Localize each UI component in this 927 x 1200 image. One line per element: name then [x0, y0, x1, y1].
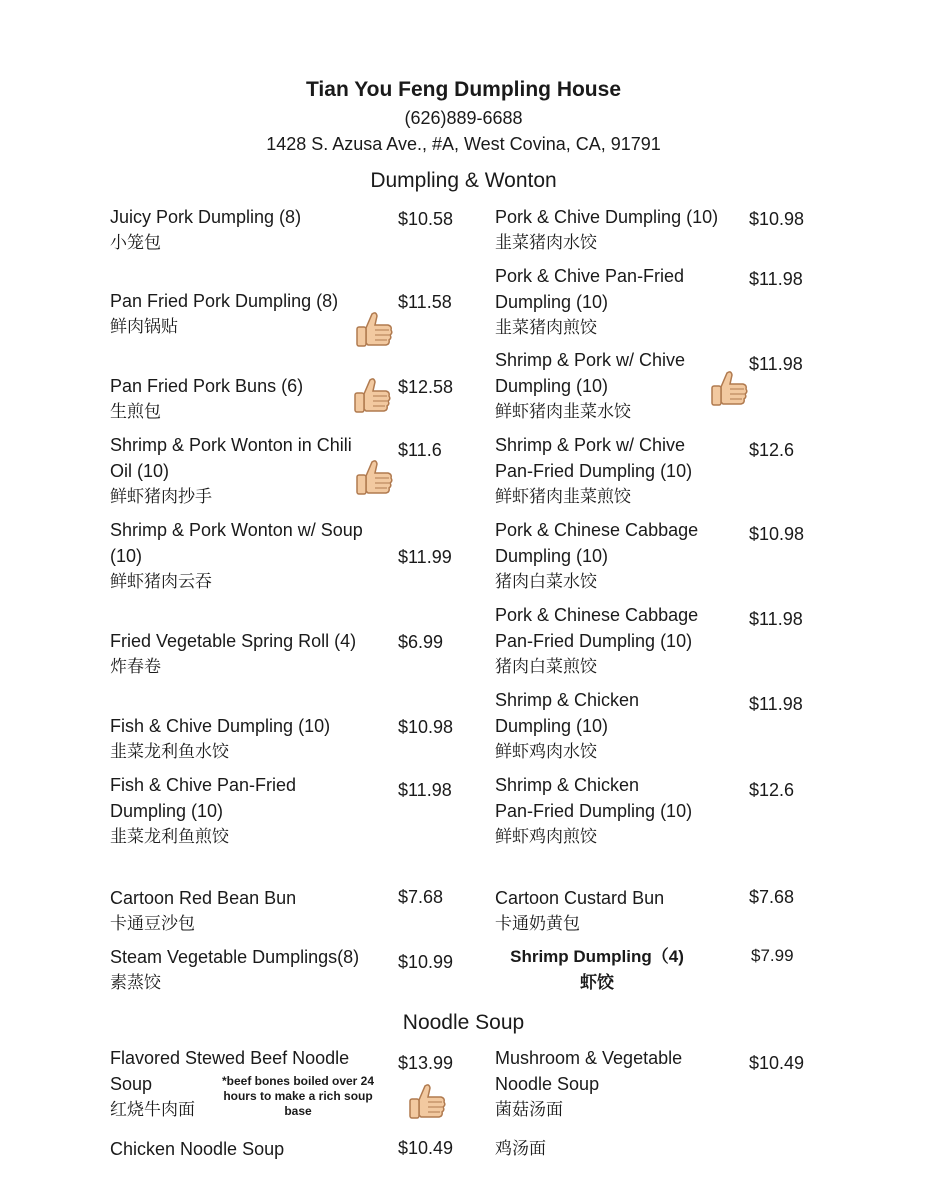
item-name: Flavored Stewed Beef Noodle	[110, 1048, 350, 1068]
item-name: Shrimp & Chicken	[495, 690, 640, 710]
menu-item	[495, 687, 639, 765]
item-name-chinese: 生煎包	[110, 402, 161, 422]
item-name: Dumpling (10)	[495, 376, 609, 396]
thumbs-up-icon	[707, 367, 749, 411]
item-name-chinese: 鲜肉锅贴	[110, 317, 178, 337]
item-name: Chicken Noodle Soup	[110, 1139, 285, 1159]
item-name: Steam Vegetable Dumplings(8)	[110, 947, 360, 967]
item-price: $6.99	[398, 632, 444, 652]
item-name-chinese: 韭菜龙利鱼水饺	[110, 742, 229, 762]
item-name-chinese: 鲜虾猪肉韭菜水饺	[495, 402, 631, 422]
item-name: Dumpling (10)	[495, 546, 609, 566]
item-name: Noodle Soup	[495, 1074, 600, 1094]
menu-item	[110, 1136, 284, 1162]
restaurant-name: Tian You Feng Dumpling House	[305, 78, 621, 101]
item-price: $12.58	[398, 377, 454, 397]
item-name-chinese: 猪肉白菜水饺	[495, 572, 597, 592]
item-name-chinese: 菌菇汤面	[495, 1100, 563, 1120]
menu-item	[495, 885, 664, 937]
item-name: Dumpling (10)	[495, 292, 609, 312]
item-note: *beef bones boiled over 24 hours to make a rich soup base	[221, 1074, 375, 1118]
menu-item	[495, 347, 685, 425]
menu-item	[495, 204, 718, 256]
menu-item	[110, 713, 330, 765]
item-price: $11.98	[749, 354, 803, 374]
menu-item	[497, 944, 697, 996]
item-price: $10.98	[749, 524, 805, 544]
item-name: Fish & Chive Dumpling (10)	[110, 716, 331, 736]
menu-item	[110, 432, 352, 510]
item-name: Pork & Chive Pan-Fried	[495, 266, 685, 286]
item-price: $11.99	[398, 547, 452, 567]
menu-item	[495, 602, 698, 680]
item-price: $11.98	[749, 609, 803, 629]
item-name: Fried Vegetable Spring Roll (4)	[110, 631, 357, 651]
item-name-chinese: 小笼包	[110, 233, 161, 253]
item-name: Shrimp & Pork w/ Chive	[495, 435, 686, 455]
item-price: $11.98	[749, 269, 803, 289]
item-price: $11.6	[398, 440, 442, 460]
thumbs-up-icon	[405, 1080, 447, 1124]
item-name-chinese: 韭菜猪肉水饺	[495, 233, 597, 253]
menu-item	[495, 1136, 546, 1162]
menu-item	[110, 628, 356, 680]
item-name: Pan Fried Pork Dumpling (8)	[110, 291, 339, 311]
item-name: Dumpling (10)	[110, 801, 224, 821]
menu-item	[495, 263, 684, 341]
item-name: Juicy Pork Dumpling (8)	[110, 207, 302, 227]
item-name-chinese: 卡通奶黄包	[495, 914, 580, 934]
item-name: Fish & Chive Pan-Fried	[110, 775, 297, 795]
item-name: Pork & Chinese Cabbage	[495, 605, 699, 625]
section-title-dumpling-wonton: Dumpling & Wonton	[370, 169, 557, 192]
item-price: $13.99	[398, 1053, 454, 1073]
item-name: Pork & Chive Dumpling (10)	[495, 207, 719, 227]
item-name: Shrimp Dumpling（4)	[510, 947, 684, 966]
thumbs-up-icon	[352, 456, 394, 500]
item-name-chinese: 韭菜龙利鱼煎饺	[110, 827, 229, 847]
item-price: $10.49	[398, 1138, 454, 1158]
item-price: $7.99	[751, 946, 794, 965]
item-name-chinese: 鸡汤面	[495, 1139, 546, 1159]
menu-item	[110, 885, 296, 937]
item-name-chinese: 韭菜猪肉煎饺	[495, 318, 597, 338]
item-price: $7.68	[398, 887, 444, 907]
address: 1428 S. Azusa Ave., #A, West Covina, CA, 91791	[266, 134, 661, 154]
item-price: $10.99	[398, 952, 454, 972]
item-name-chinese: 鲜虾猪肉韭菜煎饺	[495, 487, 631, 507]
item-name: Dumpling (10)	[495, 716, 609, 736]
menu-item	[495, 432, 692, 510]
thumbs-up-icon	[352, 308, 394, 352]
menu-item	[110, 204, 301, 256]
menu-item	[110, 517, 363, 595]
item-price: $7.68	[749, 887, 795, 907]
thumbs-up-icon	[350, 374, 392, 418]
item-name-chinese: 红烧牛肉面	[110, 1100, 195, 1120]
item-price: $10.98	[398, 717, 454, 737]
item-name: Pan-Fried Dumpling (10)	[495, 631, 693, 651]
item-name-chinese: 猪肉白菜煎饺	[495, 657, 597, 677]
item-name-chinese: 鲜虾猪肉抄手	[110, 487, 212, 507]
section-title-noodle-soup: Noodle Soup	[402, 1011, 525, 1034]
item-price: $11.98	[749, 694, 803, 714]
item-name: Cartoon Red Bean Bun	[110, 888, 297, 908]
item-price: $10.58	[398, 209, 454, 229]
item-price: $11.58	[398, 292, 452, 312]
menu-item	[110, 373, 303, 425]
phone-number: (626)889-6688	[404, 108, 523, 128]
item-name: (10)	[110, 546, 143, 566]
item-name: Pork & Chinese Cabbage	[495, 520, 699, 540]
item-name: Soup	[110, 1074, 153, 1094]
item-name: Pan Fried Pork Buns (6)	[110, 376, 304, 396]
item-name-chinese: 卡通豆沙包	[110, 914, 195, 934]
item-name-chinese: 鲜虾鸡肉煎饺	[495, 827, 597, 847]
item-name: Oil (10)	[110, 461, 170, 481]
item-price: $11.98	[398, 780, 452, 800]
menu-item	[495, 772, 692, 850]
item-name: Pan-Fried Dumpling (10)	[495, 461, 693, 481]
menu-item	[495, 1045, 682, 1123]
item-name: Pan-Fried Dumpling (10)	[495, 801, 693, 821]
menu-item	[495, 517, 698, 595]
menu-item	[110, 944, 359, 996]
item-price: $10.49	[749, 1053, 805, 1073]
item-name: Mushroom & Vegetable	[495, 1048, 683, 1068]
item-name-chinese: 素蒸饺	[110, 973, 161, 993]
item-name: Shrimp & Pork Wonton w/ Soup	[110, 520, 363, 540]
item-name: Shrimp & Pork w/ Chive	[495, 350, 686, 370]
menu-item	[110, 772, 296, 850]
item-name-chinese: 鲜虾猪肉云吞	[110, 572, 212, 592]
item-price: $12.6	[749, 440, 795, 460]
item-name-chinese: 虾饺	[580, 973, 614, 993]
item-name-chinese: 炸春卷	[110, 657, 161, 677]
item-name: Cartoon Custard Bun	[495, 888, 665, 908]
item-price: $10.98	[749, 209, 805, 229]
item-name: Shrimp & Chicken	[495, 775, 640, 795]
item-price: $12.6	[749, 780, 795, 800]
menu-item	[110, 288, 338, 340]
item-name: Shrimp & Pork Wonton in Chili	[110, 435, 352, 455]
item-name-chinese: 鲜虾鸡肉水饺	[495, 742, 597, 762]
